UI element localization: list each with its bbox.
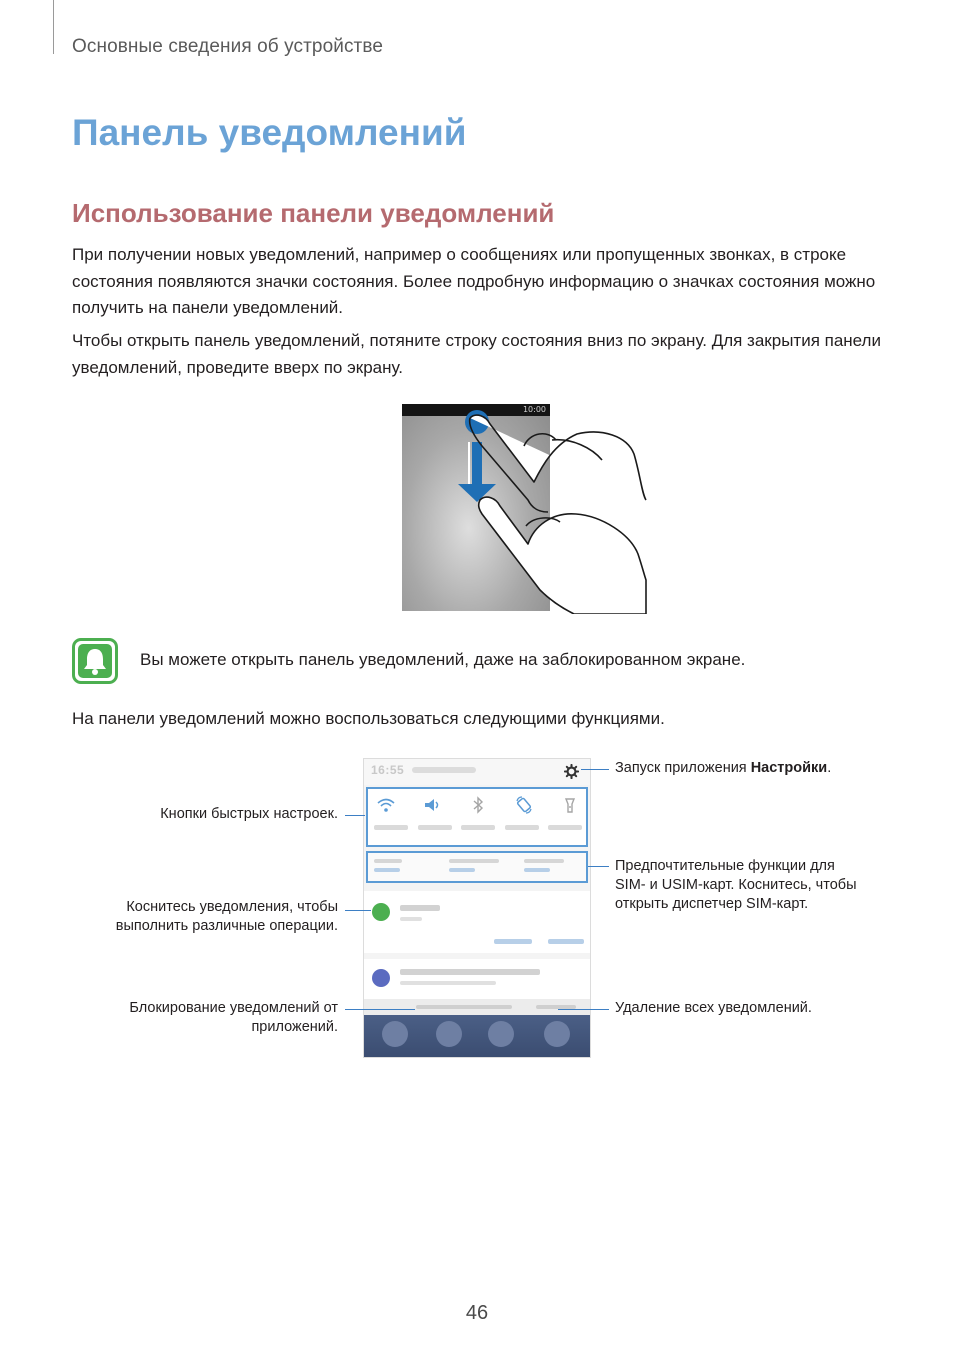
callout-notification: Коснитесь уведомления, чтобы выполнить различные операции. (115, 899, 338, 934)
notification-card[interactable] (364, 959, 591, 999)
callout-line-block (345, 1009, 415, 1010)
note-icon (72, 638, 118, 684)
note-text: Вы можете открыть панель уведомлений, даже на заблокированном экране. (140, 650, 746, 669)
callout-clear-all: Удаление всех уведомлений. (615, 1000, 812, 1016)
sim-option[interactable] (524, 859, 582, 875)
sim-manager-area[interactable] (366, 851, 588, 883)
bluetooth-icon[interactable] (468, 795, 488, 815)
app-icon (544, 1021, 570, 1047)
wifi-icon[interactable] (376, 795, 396, 815)
qs-label-placeholder (418, 825, 452, 830)
callout-line-clear (558, 1009, 609, 1010)
sound-icon[interactable] (422, 795, 442, 815)
section-title: Использование панели уведомлений (72, 198, 555, 228)
notification-action[interactable] (548, 939, 584, 944)
notification-card[interactable] (364, 891, 591, 953)
callout-line-sim (588, 866, 609, 867)
swipe-down-illustration (402, 404, 652, 614)
page-number: 46 (465, 1302, 489, 1324)
qs-label-placeholder (505, 825, 539, 830)
torch-icon[interactable] (560, 795, 580, 815)
rotate-icon[interactable] (514, 795, 534, 815)
status-time: 10:00 (522, 405, 546, 414)
paragraph-panel-functions: На панели уведомлений можно воспользоваться следующими функциями. (72, 709, 665, 728)
app-icon (488, 1021, 514, 1047)
callout-settings: Запуск приложения Настройки. (615, 760, 832, 776)
panel-header (364, 759, 591, 785)
running-header: Основные сведения об устройстве (72, 36, 383, 57)
home-screen-background (364, 1015, 591, 1058)
app-icon (436, 1021, 462, 1047)
hand-icon (470, 415, 646, 512)
callout-block: Блокирование уведомлений от приложений. (129, 1000, 338, 1035)
panel-clock: 16:55 (371, 763, 405, 777)
app-icon (382, 1021, 408, 1047)
swipe-gesture-svg (402, 404, 652, 614)
callout-line-quick-settings (345, 815, 365, 816)
margin-rule (53, 0, 54, 54)
sim-option[interactable] (374, 859, 432, 875)
qs-label-placeholder (548, 825, 582, 830)
qs-label-placeholder (461, 825, 495, 830)
paragraph-open-panel: Чтобы открыть панель уведомлений, потяните строку состояния вниз по экрану. Для закрытия панели уведомлений, проведите вверх по экрану. (72, 331, 881, 377)
qs-label-placeholder (374, 825, 408, 830)
notification-action[interactable] (494, 939, 532, 944)
notification-panel-figure (363, 758, 591, 1058)
callout-line-notification (345, 910, 371, 911)
hand-icon-lower (479, 497, 646, 614)
calendar-app-icon (372, 903, 390, 921)
page-title: Панель уведомлений (72, 112, 467, 153)
panel-footer (364, 999, 591, 1015)
bell-icon (78, 644, 112, 678)
sim-option[interactable] (449, 859, 507, 875)
panel-date-placeholder (412, 767, 476, 773)
quick-settings-area (366, 787, 588, 847)
down-arrow-icon (458, 442, 496, 502)
gear-icon[interactable] (564, 764, 579, 779)
callout-line-settings (581, 769, 609, 770)
callout-quick-settings: Кнопки быстрых настроек. (160, 806, 338, 822)
block-notifications-button[interactable] (416, 1005, 512, 1009)
usb-icon (372, 969, 390, 987)
paragraph-status-icons: При получении новых уведомлений, например о сообщениях или пропущенных звонках, в строке состояния появляются значки состояния. Более подробную информацию о значках состояния можно получить на панели уведомлений. (72, 245, 876, 317)
callout-sim: Предпочтительные функции для SIM- и USIM-карт. Коснитесь, чтобы открыть диспетчер SIM-карт. (615, 858, 857, 912)
